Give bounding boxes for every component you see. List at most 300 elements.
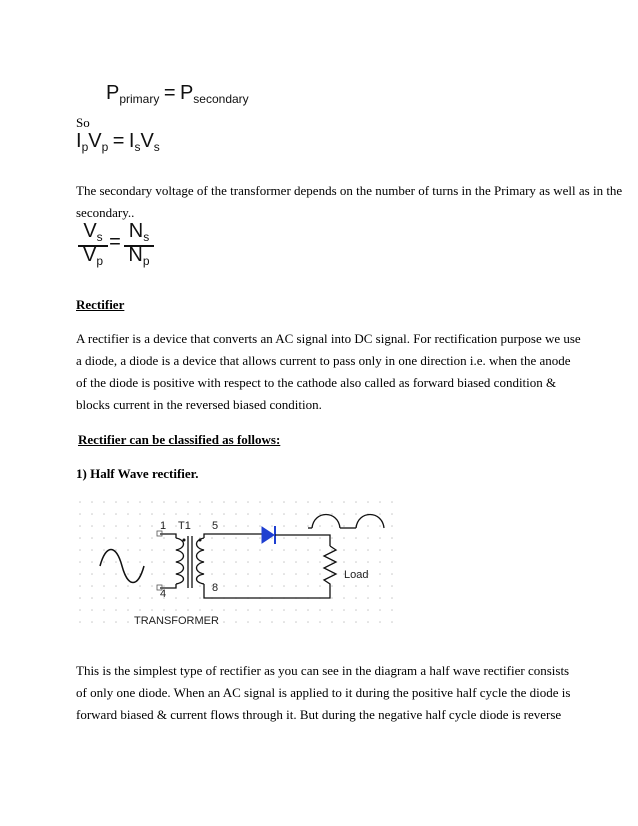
grid-dot <box>127 549 129 551</box>
grid-dot <box>331 585 333 587</box>
grid-dot <box>247 513 249 515</box>
grid-dot <box>259 549 261 551</box>
pin1-label: 1 <box>160 520 167 532</box>
eq-p-secondary: P <box>179 82 194 104</box>
grid-dot <box>307 513 309 515</box>
grid-dot <box>223 525 225 527</box>
grid-dot <box>103 549 105 551</box>
grid-dot <box>151 561 153 563</box>
grid-dot <box>271 561 273 563</box>
grid-dot <box>319 561 321 563</box>
secondary-paragraph-line2: secondary.. <box>76 205 135 220</box>
grid-dot <box>235 621 237 623</box>
grid-dot <box>115 573 117 575</box>
grid-dot <box>343 609 345 611</box>
grid-dot <box>247 561 249 563</box>
ratio-equation <box>76 220 166 272</box>
grid-dot <box>355 537 357 539</box>
grid-dot <box>295 573 297 575</box>
grid-dot <box>163 573 165 575</box>
grid-dot <box>199 597 201 599</box>
grid-dot <box>211 537 213 539</box>
t1-label: T1 <box>178 520 191 532</box>
grid-dot <box>295 621 297 623</box>
grid-dot <box>331 513 333 515</box>
grid-dot <box>295 525 297 527</box>
grid-dot <box>103 621 105 623</box>
grid-dot <box>283 513 285 515</box>
grid-dot <box>283 585 285 587</box>
grid-dot <box>91 549 93 551</box>
grid-dot <box>223 561 225 563</box>
pin5-label: 5 <box>212 520 219 532</box>
grid-dot <box>343 525 345 527</box>
grid-dot <box>295 513 297 515</box>
grid-dot <box>139 537 141 539</box>
pin4-label: 4 <box>160 588 167 600</box>
grid-dot <box>115 537 117 539</box>
grid-dot <box>259 573 261 575</box>
grid-dot <box>91 513 93 515</box>
grid-dot <box>175 525 177 527</box>
grid-dot <box>319 621 321 623</box>
grid-dot <box>223 573 225 575</box>
grid-dot <box>151 585 153 587</box>
eq-np-den: N <box>128 244 143 266</box>
secondary-coil <box>197 538 205 584</box>
grid-dot <box>379 585 381 587</box>
grid-dot <box>103 597 105 599</box>
grid-dot <box>151 513 153 515</box>
grid-dot <box>139 609 141 611</box>
eq-p-primary: P <box>106 82 120 104</box>
grid-dot <box>391 621 393 623</box>
grid-dot <box>331 621 333 623</box>
eq-np-den-sub: p <box>142 254 150 268</box>
grid-dot <box>235 549 237 551</box>
grid-dot <box>271 621 273 623</box>
grid-dot <box>331 561 333 563</box>
grid-dot <box>91 621 93 623</box>
eq-i-p-sub: p <box>81 140 89 154</box>
grid-dot <box>247 549 249 551</box>
grid-dot <box>379 549 381 551</box>
grid-dot <box>367 621 369 623</box>
grid-dot <box>283 561 285 563</box>
grid-dot <box>223 537 225 539</box>
grid-dot <box>175 597 177 599</box>
grid-dot <box>355 561 357 563</box>
grid-dot <box>235 609 237 611</box>
grid-dot <box>307 609 309 611</box>
secondary-bottom-wire <box>204 584 330 598</box>
grid-dot <box>139 561 141 563</box>
eq-equals: = <box>163 82 176 104</box>
grid-dot <box>295 561 297 563</box>
grid-dot <box>283 609 285 611</box>
grid-dot <box>307 561 309 563</box>
grid-dot <box>175 609 177 611</box>
grid-dot <box>259 621 261 623</box>
grid-dot <box>79 597 81 599</box>
grid-dot <box>379 501 381 503</box>
grid-dot <box>367 549 369 551</box>
grid-dot <box>343 585 345 587</box>
grid-dot <box>271 609 273 611</box>
grid-dot <box>367 525 369 527</box>
secondary-paragraph-line1: The secondary voltage of the transformer depends on the number of turns in the Primary as well as in the <box>76 183 623 198</box>
grid-dot <box>307 501 309 503</box>
grid-dot <box>103 501 105 503</box>
polarity-dot-secondary <box>199 539 202 542</box>
eq-i-s: I <box>128 130 135 152</box>
grid-dot <box>151 597 153 599</box>
grid-dot <box>163 561 165 563</box>
rectifier-paragraph-line2: a diode, a diode is a device that allows current to pass only in one direction i.e. when the anode <box>76 353 571 368</box>
grid-dot <box>151 537 153 539</box>
polarity-dot-primary <box>183 539 186 542</box>
grid-dot <box>91 573 93 575</box>
grid-dot <box>187 513 189 515</box>
grid-dot <box>271 513 273 515</box>
grid-dot <box>139 585 141 587</box>
grid-dot <box>139 501 141 503</box>
grid-dot <box>247 609 249 611</box>
primary-coil <box>176 538 184 584</box>
grid-dot <box>259 537 261 539</box>
grid-dot <box>259 609 261 611</box>
grid-dot <box>367 537 369 539</box>
eq-vp-den: V <box>82 244 97 266</box>
grid-dot <box>319 609 321 611</box>
grid-dot <box>271 525 273 527</box>
grid-dot <box>343 501 345 503</box>
grid-dot <box>211 561 213 563</box>
eq-primary-sub: primary <box>119 92 160 106</box>
grid-dot <box>283 621 285 623</box>
grid-dot <box>199 609 201 611</box>
grid-dot <box>283 525 285 527</box>
eq-v-p-sub: p <box>101 140 109 154</box>
grid-dot <box>379 513 381 515</box>
grid-dot <box>187 501 189 503</box>
rectifier-heading: Rectifier <box>76 297 125 312</box>
grid-dot <box>115 513 117 515</box>
grid-dot <box>379 537 381 539</box>
eq-equals-2: = <box>112 130 125 152</box>
grid-dot <box>367 585 369 587</box>
grid-dot <box>319 537 321 539</box>
grid-dot <box>127 609 129 611</box>
grid-dot <box>223 585 225 587</box>
eq-secondary-sub: secondary <box>193 92 249 106</box>
grid-dot <box>199 501 201 503</box>
grid-dot <box>259 561 261 563</box>
eq-v-s: V <box>140 130 154 152</box>
grid-dot <box>379 561 381 563</box>
grid-dot <box>139 513 141 515</box>
grid-dot <box>367 501 369 503</box>
grid-dot <box>391 525 393 527</box>
grid-dot <box>391 537 393 539</box>
grid-dot <box>271 501 273 503</box>
grid-dot <box>391 597 393 599</box>
grid-dot <box>151 501 153 503</box>
grid-dot <box>187 609 189 611</box>
eq-v-p: V <box>88 130 102 152</box>
grid-dot <box>163 537 165 539</box>
rectifier-paragraph-line1: A rectifier is a device that converts an AC signal into DC signal. For rectification purpose we use <box>76 331 581 346</box>
grid-dot <box>115 549 117 551</box>
grid-dot <box>115 609 117 611</box>
grid-dot <box>187 597 189 599</box>
grid-dot <box>379 609 381 611</box>
half-wave-rectifier-diagram <box>76 496 396 632</box>
grid-dot <box>295 609 297 611</box>
grid-dot <box>355 513 357 515</box>
grid-dot <box>379 573 381 575</box>
grid-dot <box>343 513 345 515</box>
grid-dot <box>343 537 345 539</box>
eq-i-s-sub: s <box>134 140 141 154</box>
grid-dot <box>127 501 129 503</box>
grid-dot <box>235 501 237 503</box>
grid-dot <box>391 585 393 587</box>
grid-dot <box>343 621 345 623</box>
grid-dot <box>127 585 129 587</box>
grid-dot <box>367 597 369 599</box>
grid-dot <box>355 549 357 551</box>
grid-dot <box>175 501 177 503</box>
grid-dot <box>163 549 165 551</box>
grid-dot <box>91 525 93 527</box>
eq-vs-num: V <box>83 220 97 242</box>
grid-dot <box>163 501 165 503</box>
grid-dot <box>271 549 273 551</box>
grid-dot <box>103 525 105 527</box>
grid-dot <box>223 549 225 551</box>
grid-dot <box>319 549 321 551</box>
grid-dot <box>307 573 309 575</box>
rectifier-paragraph-line4: blocks current in the reversed biased condition. <box>76 397 322 412</box>
grid-dot <box>127 513 129 515</box>
grid-dot <box>199 585 201 587</box>
grid-dot <box>127 573 129 575</box>
grid-dot <box>379 597 381 599</box>
grid-dot <box>355 609 357 611</box>
description-line1: This is the simplest type of rectifier as you can see in the diagram a half wave rectifier consists <box>76 663 570 678</box>
grid-dot <box>319 573 321 575</box>
load-label: Load <box>344 569 369 581</box>
grid-dot <box>271 585 273 587</box>
grid-dot <box>151 609 153 611</box>
grid-dot <box>391 549 393 551</box>
grid-dot <box>223 621 225 623</box>
grid-dot <box>103 609 105 611</box>
output-pulse-1 <box>312 515 340 529</box>
eq-ns-num-sub: s <box>143 230 150 244</box>
grid-dot <box>103 585 105 587</box>
grid-dots <box>79 501 393 623</box>
grid-dot <box>271 573 273 575</box>
grid-dot <box>211 501 213 503</box>
eq-vs-num-sub: s <box>96 230 103 244</box>
grid-dot <box>391 561 393 563</box>
grid-dot <box>235 525 237 527</box>
description-line2: of only one diode. When an AC signal is applied to it during the positive half cycle the diode is <box>76 685 571 700</box>
grid-dot <box>103 573 105 575</box>
diode-icon <box>262 527 274 543</box>
grid-dot <box>79 501 81 503</box>
grid-dot <box>127 561 129 563</box>
grid-dot <box>391 609 393 611</box>
grid-dot <box>199 525 201 527</box>
grid-dot <box>175 513 177 515</box>
grid-dot <box>139 525 141 527</box>
grid-dot <box>343 561 345 563</box>
grid-dot <box>331 573 333 575</box>
grid-dot <box>151 525 153 527</box>
grid-dot <box>319 585 321 587</box>
grid-dot <box>115 501 117 503</box>
eq-vp-den-sub: p <box>96 254 104 268</box>
grid-dot <box>307 537 309 539</box>
eq-i-p: I <box>76 130 82 152</box>
grid-dot <box>79 621 81 623</box>
eq-ns-num: N <box>128 220 144 242</box>
grid-dot <box>79 549 81 551</box>
grid-dot <box>127 537 129 539</box>
grid-dot <box>127 597 129 599</box>
grid-dot <box>307 585 309 587</box>
grid-dot <box>283 549 285 551</box>
grid-dot <box>91 537 93 539</box>
grid-dot <box>295 585 297 587</box>
eq-ratio-equals: = <box>109 231 121 253</box>
grid-dot <box>235 513 237 515</box>
load-resistor-icon <box>324 546 336 588</box>
grid-dot <box>259 525 261 527</box>
grid-dot <box>103 513 105 515</box>
grid-dot <box>343 597 345 599</box>
grid-dot <box>211 549 213 551</box>
grid-dot <box>379 525 381 527</box>
grid-dot <box>391 501 393 503</box>
grid-dot <box>223 501 225 503</box>
grid-dot <box>295 501 297 503</box>
grid-dot <box>331 525 333 527</box>
grid-dot <box>151 549 153 551</box>
grid-dot <box>91 597 93 599</box>
grid-dot <box>367 561 369 563</box>
grid-dot <box>259 585 261 587</box>
grid-dot <box>115 585 117 587</box>
grid-dot <box>343 549 345 551</box>
grid-dot <box>127 621 129 623</box>
grid-dot <box>211 513 213 515</box>
grid-dot <box>307 525 309 527</box>
grid-dot <box>115 525 117 527</box>
grid-dot <box>79 561 81 563</box>
grid-dot <box>103 537 105 539</box>
grid-dot <box>235 573 237 575</box>
grid-dot <box>223 609 225 611</box>
grid-dot <box>367 609 369 611</box>
grid-dot <box>295 537 297 539</box>
grid-dot <box>259 501 261 503</box>
half-wave-list-item: 1) Half Wave rectifier. <box>76 466 199 481</box>
rectifier-paragraph-line3: of the diode is positive with respect to the cathode also called as forward biased condition & <box>76 375 557 390</box>
grid-dot <box>79 537 81 539</box>
grid-dot <box>115 621 117 623</box>
description-line3: forward biased & current flows through it. But during the negative half cycle diode is reverse <box>76 707 562 722</box>
grid-dot <box>127 525 129 527</box>
grid-dot <box>247 501 249 503</box>
grid-dot <box>259 513 261 515</box>
grid-dot <box>331 597 333 599</box>
grid-dot <box>319 525 321 527</box>
current-voltage-equation <box>76 130 160 154</box>
grid-dot <box>331 501 333 503</box>
grid-dot <box>331 537 333 539</box>
grid-dot <box>391 513 393 515</box>
grid-dot <box>103 561 105 563</box>
grid-dot <box>391 573 393 575</box>
grid-dot <box>163 513 165 515</box>
grid-dot <box>211 609 213 611</box>
secondary-top-wire <box>204 534 262 538</box>
grid-dot <box>247 573 249 575</box>
grid-dot <box>307 549 309 551</box>
grid-dot <box>283 537 285 539</box>
grid-dot <box>331 609 333 611</box>
grid-dot <box>91 561 93 563</box>
grid-dot <box>319 501 321 503</box>
grid-dot <box>283 573 285 575</box>
grid-dot <box>247 585 249 587</box>
so-text: So <box>76 115 90 130</box>
grid-dot <box>235 561 237 563</box>
transformer-label: TRANSFORMER <box>134 615 219 627</box>
pin8-label: 8 <box>212 582 219 594</box>
grid-dot <box>235 585 237 587</box>
grid-dot <box>379 621 381 623</box>
grid-dot <box>91 609 93 611</box>
ac-sine-wave-icon <box>100 550 144 583</box>
grid-dot <box>163 585 165 587</box>
grid-dot <box>247 525 249 527</box>
grid-dot <box>79 609 81 611</box>
grid-dot <box>319 513 321 515</box>
grid-dot <box>355 597 357 599</box>
grid-dot <box>295 549 297 551</box>
grid-dot <box>223 513 225 515</box>
grid-dot <box>91 501 93 503</box>
grid-dot <box>79 573 81 575</box>
grid-dot <box>115 561 117 563</box>
eq-v-s-sub: s <box>153 140 160 154</box>
grid-dot <box>355 621 357 623</box>
diode-output-wire <box>275 535 330 546</box>
grid-dot <box>139 549 141 551</box>
grid-dot <box>79 513 81 515</box>
grid-dot <box>115 597 117 599</box>
grid-dot <box>163 609 165 611</box>
grid-dot <box>211 573 213 575</box>
grid-dot <box>307 621 309 623</box>
classified-heading: Rectifier can be classified as follows: <box>78 432 281 447</box>
grid-dot <box>91 585 93 587</box>
